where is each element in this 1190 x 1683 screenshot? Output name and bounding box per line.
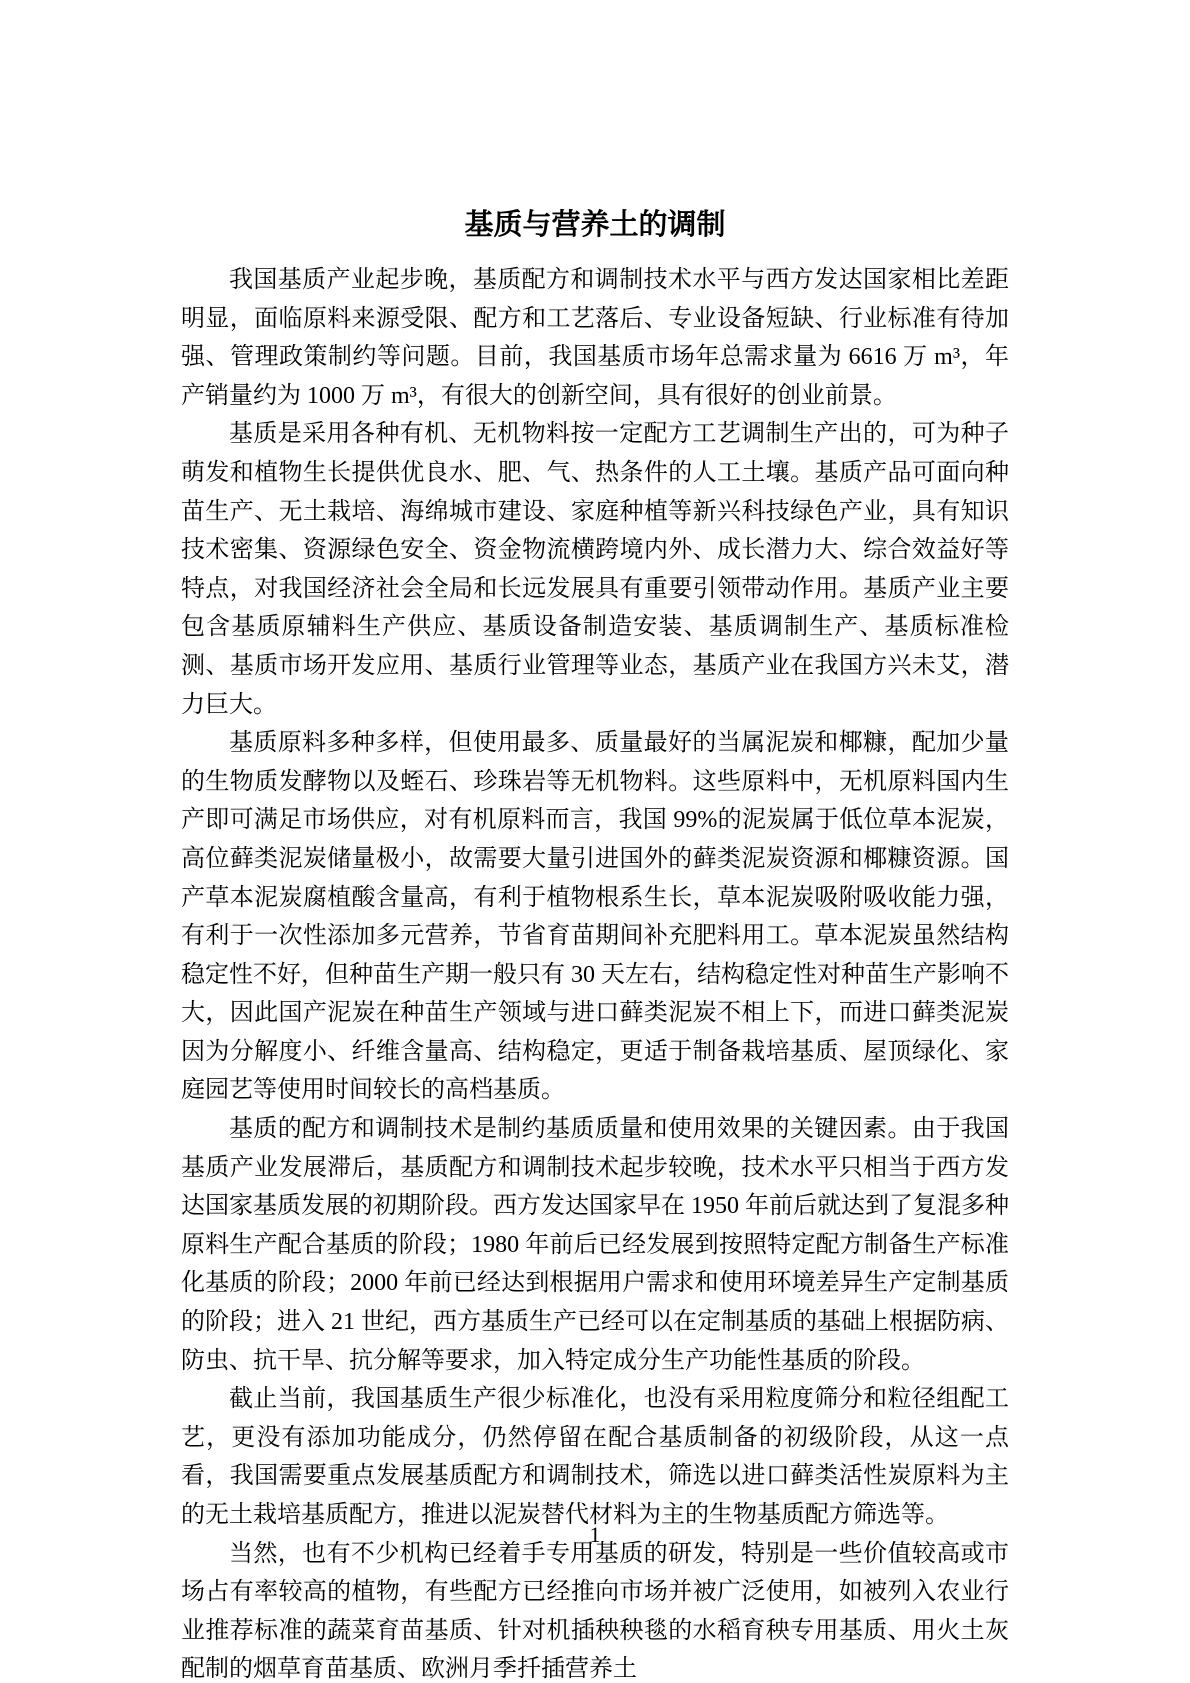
paragraph-5: 截止当前，我国基质生产很少标准化，也没有采用粒度筛分和粒径组配工艺，更没有添加功能成分，仍然停留在配合基质制备的初级阶段，从这一点看，我国需要重点发展基质配方和调制技术，筛选以进口藓类活性炭原料为主的无土栽培基质配方，推进以泥炭替代材料为主的生物基质配方筛选等。 [181,1386,1009,1528]
page-number: 1 [589,1522,601,1547]
paragraph-2: 基质是采用各种有机、无机物料按一定配方工艺调制生产出的，可为种子萌发和植物生长提供优良水、肥、气、热条件的人工土壤。基质产品可面向种苗生产、无土栽培、海绵城市建设、家庭种植等新兴科技绿色产业，具有知识技术密集、资源绿色安全、资金物流横跨境内外、成长潜力大、综合效益好等特点，对我国经济社会全局和长远发展具有重要引领带动作用。基质产业主要包含基质原辅料生产供应、基质设备制造安装、基质调制生产、基质标准检测、基质市场开发应用、基质行业管理等业态，基质产业在我国方兴未艾，潜力巨大。 [181,421,1009,718]
page-title: 基质与营养土的调制 [464,209,726,241]
paragraph-4: 基质的配方和调制技术是制约基质质量和使用效果的关键因素。由于我国基质产业发展滞后，基质配方和调制技术起步较晚，技术水平只相当于西方发达国家基质发展的初期阶段。西方发达国家早在 1950 年前后就达到了复混多种原料生产配合基质的阶段；1980 年前后已经发展到按照特定配方制备生产标准化基质的阶段；2000 年前已经达到根据用户需求和使用环境差异生产定制基质的阶段；进入 21 世纪，西方基质生产已经可以在定制基质的基础上根据防病、防虫、抗干旱、抗分解等要求，加入特定成分生产功能性基质的阶段。 [181,1116,1009,1374]
document-body [181,261,1009,1683]
paragraph-6: 当然，也有不少机构已经着手专用基质的研发，特别是一些价值较高或市场占有率较高的植物，有些配方已经推向市场并被广泛使用，如被列入农业行业推荐标准的蔬菜育苗基质、针对机插秧秧毯的水稻育秧专用基质、用火土灰配制的烟草育苗基质、欧洲月季扦插营养土 [181,1540,1009,1683]
paragraph-1: 我国基质产业起步晚，基质配方和调制技术水平与西方发达国家相比差距明显，面临原料来源受限、配方和工艺落后、专业设备短缺、行业标准有待加强、管理政策制约等问题。目前，我国基质市场年总需求量为 6616 万 m³，年产销量约为 1000 万 m³，有很大的创新空间，具有很好的创业前景。 [181,267,1009,409]
paragraph-3: 基质原料多种多样，但使用最多、质量最好的当属泥炭和椰糠，配加少量的生物质发酵物以及蛭石、珍珠岩等无机物料。这些原料中，无机原料国内生产即可满足市场供应，对有机原料而言，我国 99%的泥炭属于低位草本泥炭，高位藓类泥炭储量极小，故需要大量引进国外的藓类泥炭资源和椰糠资源。国产草本泥炭腐植酸含量高，有利于植物根系生长，草本泥炭吸附吸收能力强，有利于一次性添加多元营养，节省育苗期间补充肥料用工。草本泥炭虽然结构稳定性不好，但种苗生产期一般只有 30 天左右，结构稳定性对种苗生产影响不大，因此国产泥炭在种苗生产领域与进口藓类泥炭不相上下，而进口藓类泥炭因为分解度小、纤维含量高、结构稳定，更适于制备栽培基质、屋顶绿化、家庭园艺等使用时间较长的高档基质。 [181,730,1009,1104]
